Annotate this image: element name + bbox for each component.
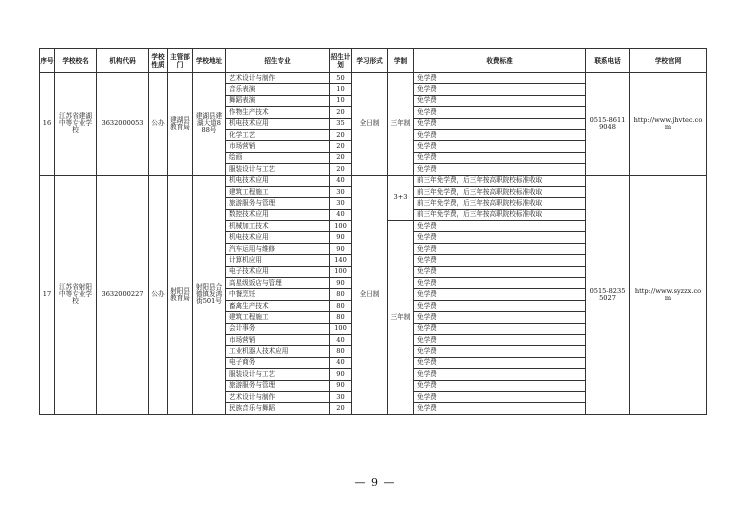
major-plan: 30 bbox=[330, 391, 352, 402]
major-name: 数控技术应用 bbox=[226, 209, 330, 220]
major-plan: 10 bbox=[330, 84, 352, 95]
fee-standard: 免学费 bbox=[414, 312, 586, 323]
major-name: 艺术设计与制作 bbox=[226, 73, 330, 84]
fee-standard: 免学费 bbox=[414, 243, 586, 254]
major-plan: 80 bbox=[330, 346, 352, 357]
major-name: 市场营销 bbox=[226, 141, 330, 152]
fee-standard: 免学费 bbox=[414, 334, 586, 345]
fee-standard: 免学费 bbox=[414, 95, 586, 106]
major-name: 旅游服务与管理 bbox=[226, 198, 330, 209]
major-plan: 100 bbox=[330, 266, 352, 277]
page-number: — 9 — bbox=[354, 476, 396, 489]
major-name: 建筑工程施工 bbox=[226, 186, 330, 197]
major-name: 艺术设计与制作 bbox=[226, 391, 330, 402]
major-plan: 40 bbox=[330, 175, 352, 186]
major-name: 化学工艺 bbox=[226, 129, 330, 140]
header-website: 学校官网 bbox=[630, 49, 707, 73]
header-form: 学习形式 bbox=[352, 49, 388, 73]
table-header-row bbox=[40, 49, 707, 73]
major-name: 作物生产技术 bbox=[226, 107, 330, 118]
study-form: 全日制 bbox=[352, 175, 388, 414]
major-plan: 20 bbox=[330, 403, 352, 414]
header-dept: 主管部门 bbox=[168, 49, 193, 73]
major-plan: 90 bbox=[330, 369, 352, 380]
school-phone: 0515-82355027 bbox=[586, 175, 630, 414]
major-name: 服装设计与工艺 bbox=[226, 164, 330, 175]
major-plan: 140 bbox=[330, 255, 352, 266]
major-plan: 90 bbox=[330, 232, 352, 243]
fee-standard: 前三年免学费，后三年按高职院校标准收取 bbox=[414, 209, 586, 220]
major-plan: 20 bbox=[330, 107, 352, 118]
header-org-code: 机构代码 bbox=[97, 49, 149, 73]
school-website: http://www.jhvtec.com bbox=[630, 73, 707, 176]
major-name: 电子技术应用 bbox=[226, 266, 330, 277]
fee-standard: 免学费 bbox=[414, 323, 586, 334]
duration-cell: 三年制 bbox=[388, 73, 414, 176]
major-name: 计算机应用 bbox=[226, 255, 330, 266]
fee-standard: 前三年免学费，后三年按高职院校标准收取 bbox=[414, 175, 586, 186]
fee-standard: 免学费 bbox=[414, 369, 586, 380]
major-name: 机电技术应用 bbox=[226, 232, 330, 243]
major-plan: 50 bbox=[330, 73, 352, 84]
fee-standard: 免学费 bbox=[414, 357, 586, 368]
school-code: 3632000227 bbox=[97, 175, 149, 414]
header-address: 学校地址 bbox=[193, 49, 226, 73]
fee-standard: 免学费 bbox=[414, 380, 586, 391]
fee-standard: 免学费 bbox=[414, 221, 586, 232]
major-plan: 35 bbox=[330, 118, 352, 129]
study-form: 全日制 bbox=[352, 73, 388, 176]
header-major: 招生专业 bbox=[226, 49, 330, 73]
school-address: 建湖县建湖大道888号 bbox=[193, 73, 226, 176]
school-address: 射阳县合德镇发鸿街501号 bbox=[193, 175, 226, 414]
header-phone: 联系电话 bbox=[586, 49, 630, 73]
school-seq: 17 bbox=[40, 175, 55, 414]
major-plan: 90 bbox=[330, 278, 352, 289]
fee-standard: 免学费 bbox=[414, 164, 586, 175]
fee-standard: 免学费 bbox=[414, 300, 586, 311]
fee-standard: 免学费 bbox=[414, 84, 586, 95]
fee-standard: 前三年免学费，后三年按高职院校标准收取 bbox=[414, 186, 586, 197]
major-name: 工业机器人技术应用 bbox=[226, 346, 330, 357]
fee-standard: 前三年免学费，后三年按高职院校标准收取 bbox=[414, 198, 586, 209]
major-plan: 80 bbox=[330, 312, 352, 323]
major-name: 高星级饭店与管理 bbox=[226, 278, 330, 289]
major-plan: 90 bbox=[330, 243, 352, 254]
duration-cell: 三年制 bbox=[388, 221, 414, 415]
header-seq: 序号 bbox=[40, 49, 55, 73]
fee-standard: 免学费 bbox=[414, 289, 586, 300]
school-name: 江苏省建湖中等专业学校 bbox=[55, 73, 97, 176]
major-plan: 40 bbox=[330, 357, 352, 368]
major-name: 机械加工技术 bbox=[226, 221, 330, 232]
school-nature: 公办 bbox=[149, 73, 168, 176]
major-plan: 90 bbox=[330, 380, 352, 391]
major-plan: 20 bbox=[330, 164, 352, 175]
fee-standard: 免学费 bbox=[414, 346, 586, 357]
header-duration: 学制 bbox=[388, 49, 414, 73]
major-plan: 40 bbox=[330, 209, 352, 220]
major-plan: 80 bbox=[330, 289, 352, 300]
major-name: 电子商务 bbox=[226, 357, 330, 368]
fee-standard: 免学费 bbox=[414, 73, 586, 84]
fee-standard: 免学费 bbox=[414, 232, 586, 243]
fee-standard: 免学费 bbox=[414, 152, 586, 163]
major-name: 服装设计与工艺 bbox=[226, 369, 330, 380]
table-row bbox=[40, 73, 707, 84]
fee-standard: 免学费 bbox=[414, 391, 586, 402]
major-name: 机电技术应用 bbox=[226, 175, 330, 186]
fee-standard: 免学费 bbox=[414, 403, 586, 414]
major-name: 建筑工程施工 bbox=[226, 312, 330, 323]
major-name: 机电技术应用 bbox=[226, 118, 330, 129]
major-plan: 10 bbox=[330, 95, 352, 106]
school-nature: 公办 bbox=[149, 175, 168, 414]
major-plan: 20 bbox=[330, 129, 352, 140]
major-name: 畜禽生产技术 bbox=[226, 300, 330, 311]
major-name: 中餐烹饪 bbox=[226, 289, 330, 300]
fee-standard: 免学费 bbox=[414, 278, 586, 289]
school-name: 江苏省射阳中等专业学校 bbox=[55, 175, 97, 414]
school-phone: 0515-86119048 bbox=[586, 73, 630, 176]
major-plan: 30 bbox=[330, 186, 352, 197]
fee-standard: 免学费 bbox=[414, 141, 586, 152]
school-seq: 16 bbox=[40, 73, 55, 176]
major-plan: 30 bbox=[330, 198, 352, 209]
fee-standard: 免学费 bbox=[414, 266, 586, 277]
school-website: http://www.syzzx.com bbox=[630, 175, 707, 414]
major-name: 市场营销 bbox=[226, 334, 330, 345]
major-name: 会计事务 bbox=[226, 323, 330, 334]
header-plan: 招生计划 bbox=[330, 49, 352, 73]
major-name: 汽车运用与维修 bbox=[226, 243, 330, 254]
fee-standard: 免学费 bbox=[414, 129, 586, 140]
header-nature: 学校性质 bbox=[149, 49, 168, 73]
enrollment-table bbox=[39, 48, 707, 415]
duration-cell: 3+3 bbox=[388, 175, 414, 221]
major-plan: 40 bbox=[330, 334, 352, 345]
header-fee: 收费标准 bbox=[414, 49, 586, 73]
header-school-name: 学校校名 bbox=[55, 49, 97, 73]
major-plan: 20 bbox=[330, 141, 352, 152]
fee-standard: 免学费 bbox=[414, 255, 586, 266]
major-name: 民族音乐与舞蹈 bbox=[226, 403, 330, 414]
major-name: 音乐表演 bbox=[226, 84, 330, 95]
major-plan: 20 bbox=[330, 152, 352, 163]
major-plan: 80 bbox=[330, 300, 352, 311]
school-code: 3632000053 bbox=[97, 73, 149, 176]
major-plan: 100 bbox=[330, 221, 352, 232]
fee-standard: 免学费 bbox=[414, 107, 586, 118]
major-name: 舞蹈表演 bbox=[226, 95, 330, 106]
table-row bbox=[40, 175, 707, 186]
major-name: 旅游服务与管理 bbox=[226, 380, 330, 391]
fee-standard: 免学费 bbox=[414, 118, 586, 129]
school-dept: 射阳县教育局 bbox=[168, 175, 193, 414]
school-dept: 建湖县教育局 bbox=[168, 73, 193, 176]
major-name: 绘画 bbox=[226, 152, 330, 163]
major-plan: 100 bbox=[330, 323, 352, 334]
